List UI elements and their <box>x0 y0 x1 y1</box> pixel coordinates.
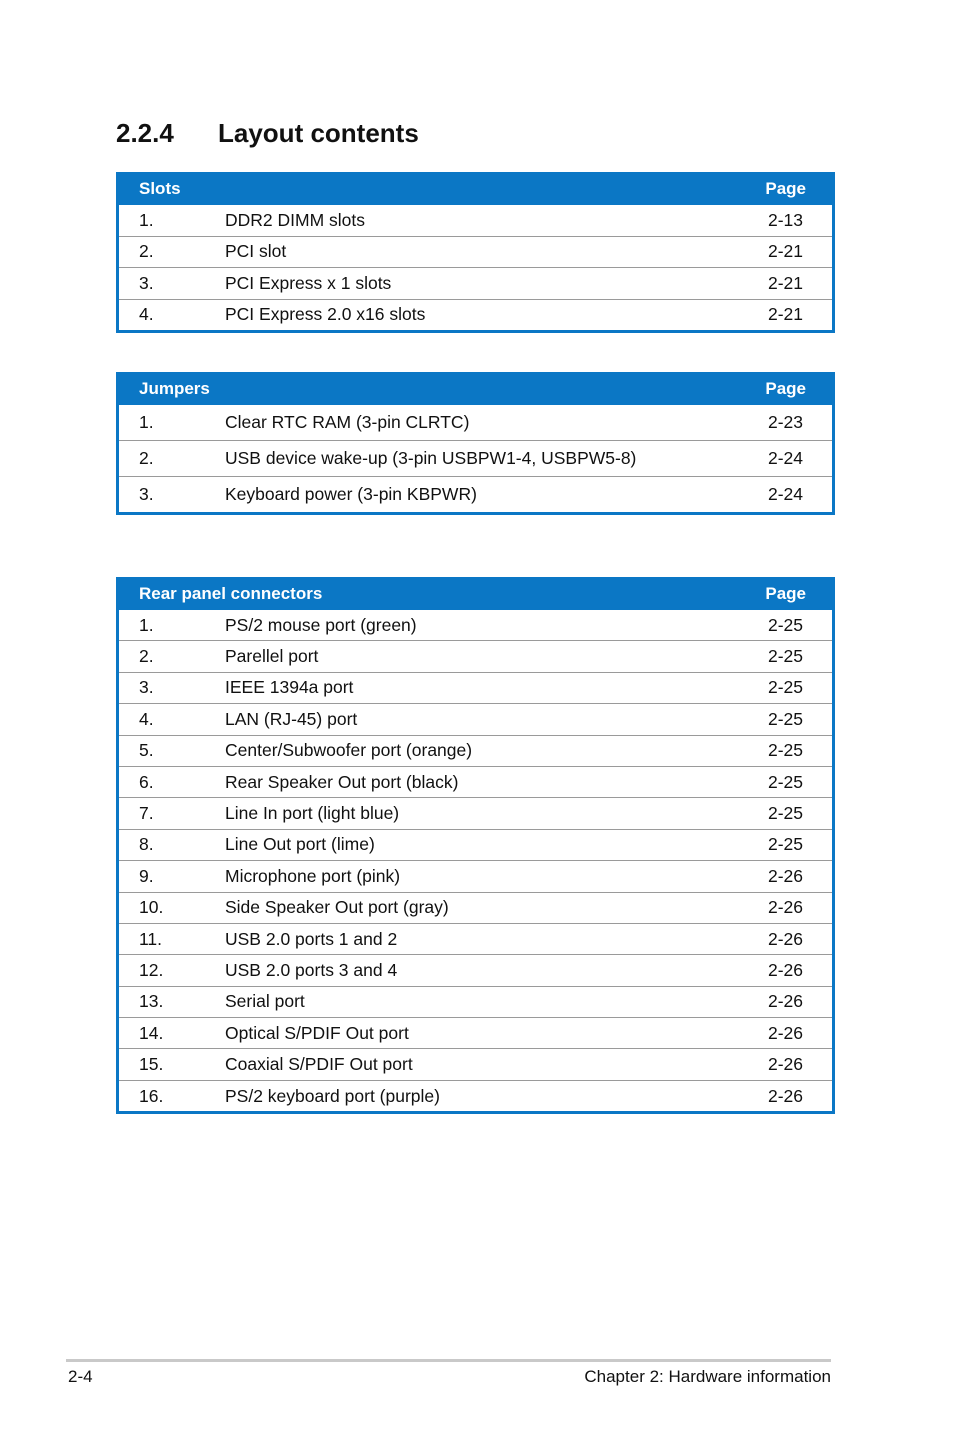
table-row <box>119 267 832 299</box>
row-number: 2. <box>139 646 154 667</box>
row-page: 2-21 <box>767 272 803 293</box>
row-description: Line In port (light blue) <box>225 803 400 824</box>
table-row <box>119 860 832 891</box>
table-row <box>119 476 832 512</box>
row-description: Keyboard power (3-pin KBPWR) <box>225 484 477 504</box>
row-description: IEEE 1394a port <box>225 677 354 698</box>
table-row <box>119 703 832 734</box>
jumpers-table-title: Jumpers <box>139 378 210 398</box>
table-row <box>119 735 832 766</box>
row-description: PS/2 keyboard port (purple) <box>225 1085 440 1106</box>
table-row <box>119 1017 832 1048</box>
row-page: 2-25 <box>767 740 803 761</box>
slots-table-header <box>116 172 835 205</box>
table-row <box>119 672 832 703</box>
row-number: 5. <box>139 740 154 761</box>
row-description: Center/Subwoofer port (orange) <box>225 740 473 761</box>
row-description: DDR2 DIMM slots <box>225 209 366 230</box>
table-row <box>119 1048 832 1079</box>
row-number: 12. <box>139 959 164 980</box>
row-page: 2-26 <box>767 991 803 1012</box>
row-page: 2-21 <box>767 304 803 325</box>
slots-table-body <box>119 205 832 330</box>
row-description: PCI Express 2.0 x16 slots <box>225 304 426 325</box>
row-page: 2-25 <box>767 708 803 729</box>
row-page: 2-25 <box>767 834 803 855</box>
table-row <box>119 923 832 954</box>
footer-divider <box>66 1359 831 1362</box>
row-page: 2-23 <box>767 412 803 432</box>
row-description: PCI slot <box>225 241 287 262</box>
row-description: LAN (RJ-45) port <box>225 708 358 729</box>
footer-page-number: 2-4 <box>68 1367 93 1386</box>
row-page: 2-25 <box>767 771 803 792</box>
rear-panel-table-header <box>116 577 835 610</box>
row-page: 2-26 <box>767 865 803 886</box>
row-number: 6. <box>139 771 154 792</box>
row-description: Serial port <box>225 991 305 1012</box>
table-row <box>119 766 832 797</box>
table-row <box>119 440 832 476</box>
table-row <box>119 205 832 236</box>
row-page: 2-26 <box>767 1022 803 1043</box>
section-heading <box>116 118 419 149</box>
rear-panel-table <box>116 577 835 1114</box>
row-number: 3. <box>139 484 154 504</box>
table-row <box>119 954 832 985</box>
row-number: 11. <box>139 928 163 949</box>
table-row <box>119 610 832 640</box>
row-number: 13. <box>139 991 164 1012</box>
row-description: PS/2 mouse port (green) <box>225 614 417 635</box>
row-number: 10. <box>139 897 164 918</box>
row-number: 1. <box>139 412 154 432</box>
table-row <box>119 236 832 268</box>
table-row <box>119 892 832 923</box>
row-number: 4. <box>139 304 154 325</box>
row-page: 2-26 <box>767 928 803 949</box>
rear-panel-page-header: Page <box>765 583 806 603</box>
row-number: 9. <box>139 865 154 886</box>
row-page: 2-25 <box>767 614 803 635</box>
jumpers-table-body <box>119 405 832 512</box>
section-title: Layout contents <box>218 118 419 148</box>
section-number: 2.2.4 <box>116 118 174 148</box>
row-page: 2-26 <box>767 1054 803 1075</box>
row-description: Optical S/PDIF Out port <box>225 1022 409 1043</box>
rear-panel-table-title: Rear panel connectors <box>139 583 323 603</box>
row-number: 7. <box>139 803 154 824</box>
row-page: 2-25 <box>767 677 803 698</box>
row-number: 2. <box>139 241 154 262</box>
jumpers-table <box>116 372 835 515</box>
row-page: 2-21 <box>767 241 803 262</box>
row-number: 16. <box>139 1085 164 1106</box>
row-number: 15. <box>139 1054 164 1075</box>
row-description: USB 2.0 ports 1 and 2 <box>225 928 398 949</box>
row-number: 14. <box>139 1022 164 1043</box>
table-row <box>119 829 832 860</box>
row-number: 2. <box>139 448 154 468</box>
row-description: Line Out port (lime) <box>225 834 375 855</box>
row-page: 2-26 <box>767 1085 803 1106</box>
row-description: PCI Express x 1 slots <box>225 272 392 293</box>
row-number: 1. <box>139 209 154 230</box>
row-number: 3. <box>139 272 154 293</box>
row-number: 1. <box>139 614 154 635</box>
row-page: 2-24 <box>767 448 803 468</box>
jumpers-table-header <box>116 372 835 405</box>
row-page: 2-25 <box>767 803 803 824</box>
slots-table <box>116 172 835 333</box>
row-description: Coaxial S/PDIF Out port <box>225 1054 413 1075</box>
row-description: USB 2.0 ports 3 and 4 <box>225 959 398 980</box>
row-description: Parellel port <box>225 646 319 667</box>
rear-panel-table-body <box>119 610 832 1111</box>
table-row <box>119 299 832 331</box>
row-number: 3. <box>139 677 154 698</box>
table-row <box>119 1080 832 1111</box>
row-description: USB device wake-up (3-pin USBPW1-4, USBPW5-8) <box>225 448 637 468</box>
row-number: 4. <box>139 708 154 729</box>
table-row <box>119 640 832 671</box>
row-description: Microphone port (pink) <box>225 865 401 886</box>
slots-page-header: Page <box>765 178 806 198</box>
table-row <box>119 797 832 828</box>
table-row <box>119 986 832 1017</box>
row-description: Rear Speaker Out port (black) <box>225 771 459 792</box>
row-description: Clear RTC RAM (3-pin CLRTC) <box>225 412 470 432</box>
row-page: 2-25 <box>767 646 803 667</box>
row-page: 2-26 <box>767 959 803 980</box>
slots-table-title: Slots <box>139 178 181 198</box>
row-page: 2-24 <box>767 484 803 504</box>
table-row <box>119 405 832 440</box>
footer-chapter: Chapter 2: Hardware information <box>584 1367 831 1386</box>
row-description: Side Speaker Out port (gray) <box>225 897 449 918</box>
row-number: 8. <box>139 834 154 855</box>
row-page: 2-26 <box>767 897 803 918</box>
jumpers-page-header: Page <box>765 378 806 398</box>
row-page: 2-13 <box>767 209 803 230</box>
